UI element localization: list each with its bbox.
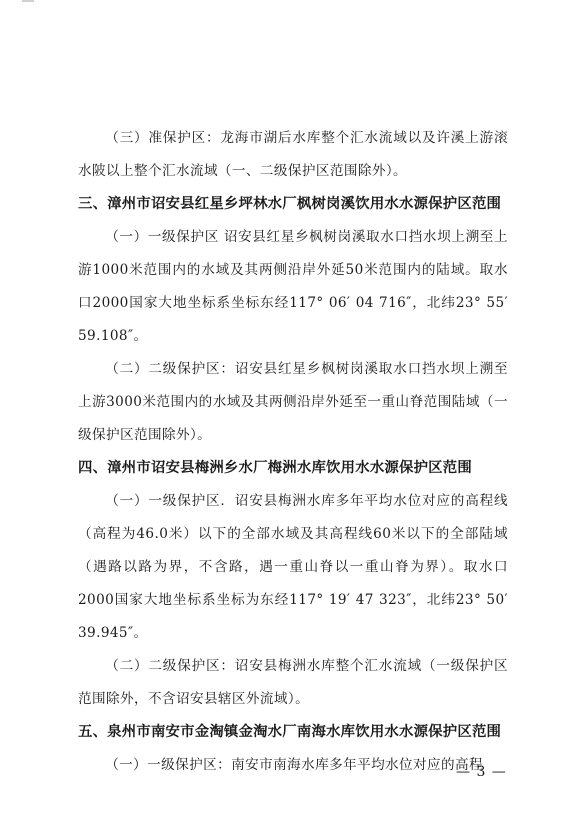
document-body [78, 122, 508, 782]
section-heading-4: 四、漳州市诏安县梅洲乡水厂梅洲水库饮用水水源保护区范围 [78, 460, 472, 476]
paragraph-primary-zone-4: （一）一级保护区．诏安县梅洲水库多年平均水位对应的高程线（高程为46.0米）以下的全部水域及其高程线60米以下的全部陆域（遇路以路为界，不含路，遇一重山脊以一重山脊为界）。取水口2000国家大地坐标系坐标为东经117° 19′ 47 323″，北纬23° 50′ 39.945″。 [78, 493, 508, 641]
paragraph-quasi-protection-zone: （三）准保护区：龙海市湖后水库整个汇水流域以及许溪上游滚水陂以上整个汇水流域（一、二级保护区范围除外）。 [78, 130, 508, 179]
scan-corner-mark [22, 0, 34, 2]
section-heading-3: 三、漳州市诏安县红星乡坪林水厂枫树岗溪饮用水水源保护区范围 [78, 196, 502, 212]
paragraph-secondary-zone-3: （二）二级保护区：诏安县红星乡枫树岗溪取水口挡水坝上溯至上游3000米范围内的水域及其两侧沿岸外延至一重山脊范围陆域（一级保护区范围除外）。 [78, 361, 508, 443]
page-number: — 3 — [456, 764, 507, 780]
paragraph-secondary-zone-4: （二）二级保护区：诏安县梅洲水库整个汇水流域（一级保护区范围除外，不含诏安县辖区外流域）。 [78, 658, 508, 707]
paragraph-primary-zone-5: （一）一级保护区：南安市南海水库多年平均水位对应的高程 [105, 757, 484, 773]
paragraph-primary-zone-3: （一）一级保护区 诏安县红星乡枫树岗溪取水口挡水坝上溯至上游1000米范围内的水域及其两侧沿岸外延50米范围内的陆域。取水口2000国家大地坐标系坐标东经117° 06′ 04 716″，北纬23° 55′ 59.108″。 [78, 229, 508, 344]
section-heading-5: 五、泉州市南安市金淘镇金淘水厂南海水库饮用水水源保护区范围 [78, 724, 502, 740]
